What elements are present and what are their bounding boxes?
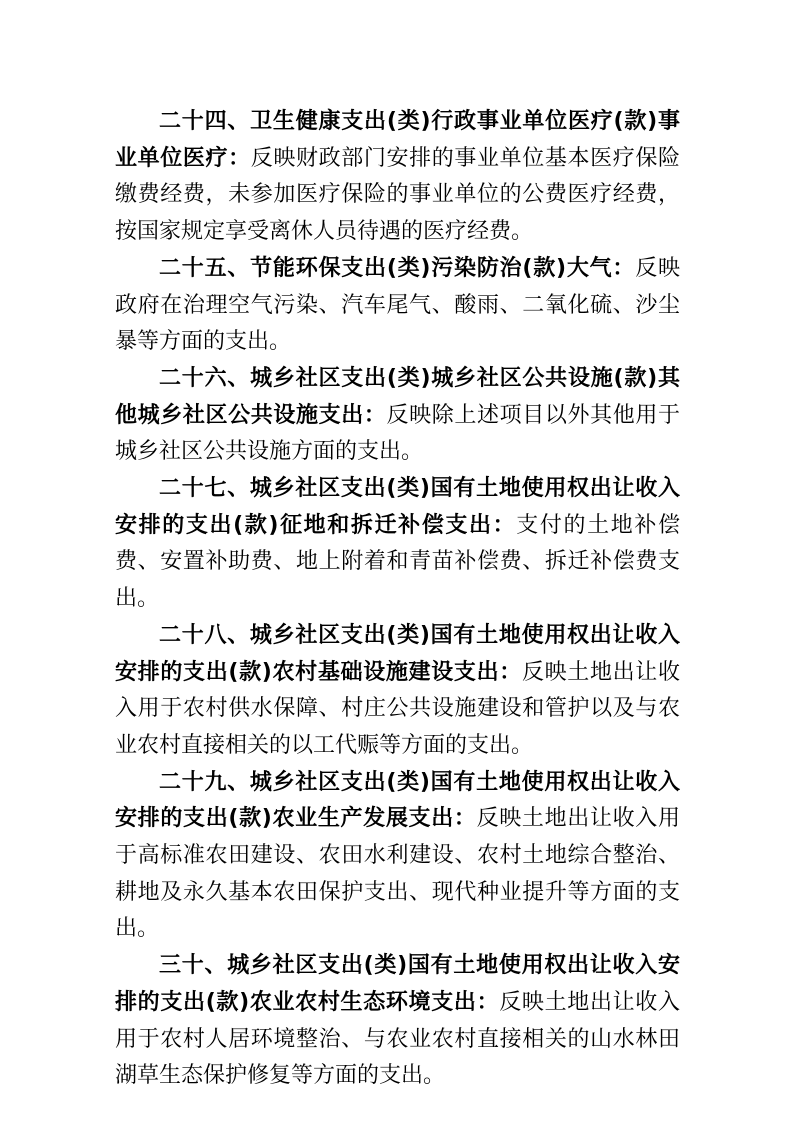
paragraph-30 bbox=[115, 948, 680, 1095]
paragraph-text: 反映除上述项目以外其他用于城乡社区公共设施方面的支出。 bbox=[115, 402, 680, 465]
paragraph-text: 反映土地出让收入用于农村人居环境整治、与农业农村直接相关的山水林田湖草生态保护修复等方面的支出。 bbox=[115, 989, 680, 1089]
paragraph-heading: 二十七、城乡社区支出(类)国有土地使用权出让收入安排的支出(款)征地和拆迁补偿支出： bbox=[115, 476, 680, 538]
paragraph-text: 反映土地出让收入用于农村供水保障、村庄公共设施建设和管护以及与农业农村直接相关的以工代赈等方面的支出。 bbox=[115, 659, 680, 758]
paragraph-text: 反映土地出让收入用于高标准农田建设、农田水利建设、农村土地综合整治、耕地及永久基本农田保护支出、现代种业提升等方面的支出。 bbox=[115, 806, 680, 942]
paragraph-29 bbox=[115, 765, 680, 949]
paragraph-27 bbox=[115, 471, 680, 618]
paragraph-heading: 二十九、城乡社区支出(类)国有土地使用权出让收入安排的支出(款)农业生产发展支出： bbox=[115, 769, 680, 832]
paragraph-heading: 三十、城乡社区支出(类)国有土地使用权出让收入安排的支出(款)农业农村生态环境支出： bbox=[115, 953, 680, 1015]
paragraph-heading: 二十六、城乡社区支出(类)城乡社区公共设施(款)其他城乡社区公共设施支出： bbox=[115, 365, 680, 428]
paragraph-heading: 二十八、城乡社区支出(类)国有土地使用权出让收入安排的支出(款)农村基础设施建设支出： bbox=[115, 622, 680, 685]
paragraph-text: 支付的土地补偿费、安置补助费、地上附着和青苗补偿费、拆迁补偿费支出。 bbox=[115, 512, 680, 612]
paragraph-text: 反映政府在治理空气污染、汽车尾气、酸雨、二氧化硫、沙尘暴等方面的支出。 bbox=[115, 255, 680, 355]
paragraph-26 bbox=[115, 361, 680, 471]
paragraph-24 bbox=[115, 104, 680, 251]
paragraph-heading: 二十五、节能环保支出(类)污染防治(款)大气： bbox=[159, 255, 636, 281]
paragraph-28 bbox=[115, 618, 680, 765]
paragraph-text: 反映财政部门安排的事业单位基本医疗保险缴费经费，未参加医疗保险的事业单位的公费医疗经费，按国家规定享受离休人员待遇的医疗经费。 bbox=[115, 145, 680, 245]
paragraph-25 bbox=[115, 251, 680, 361]
document-page bbox=[115, 104, 680, 1095]
paragraph-heading: 二十四、卫生健康支出(类)行政事业单位医疗(款)事业单位医疗： bbox=[115, 109, 680, 171]
